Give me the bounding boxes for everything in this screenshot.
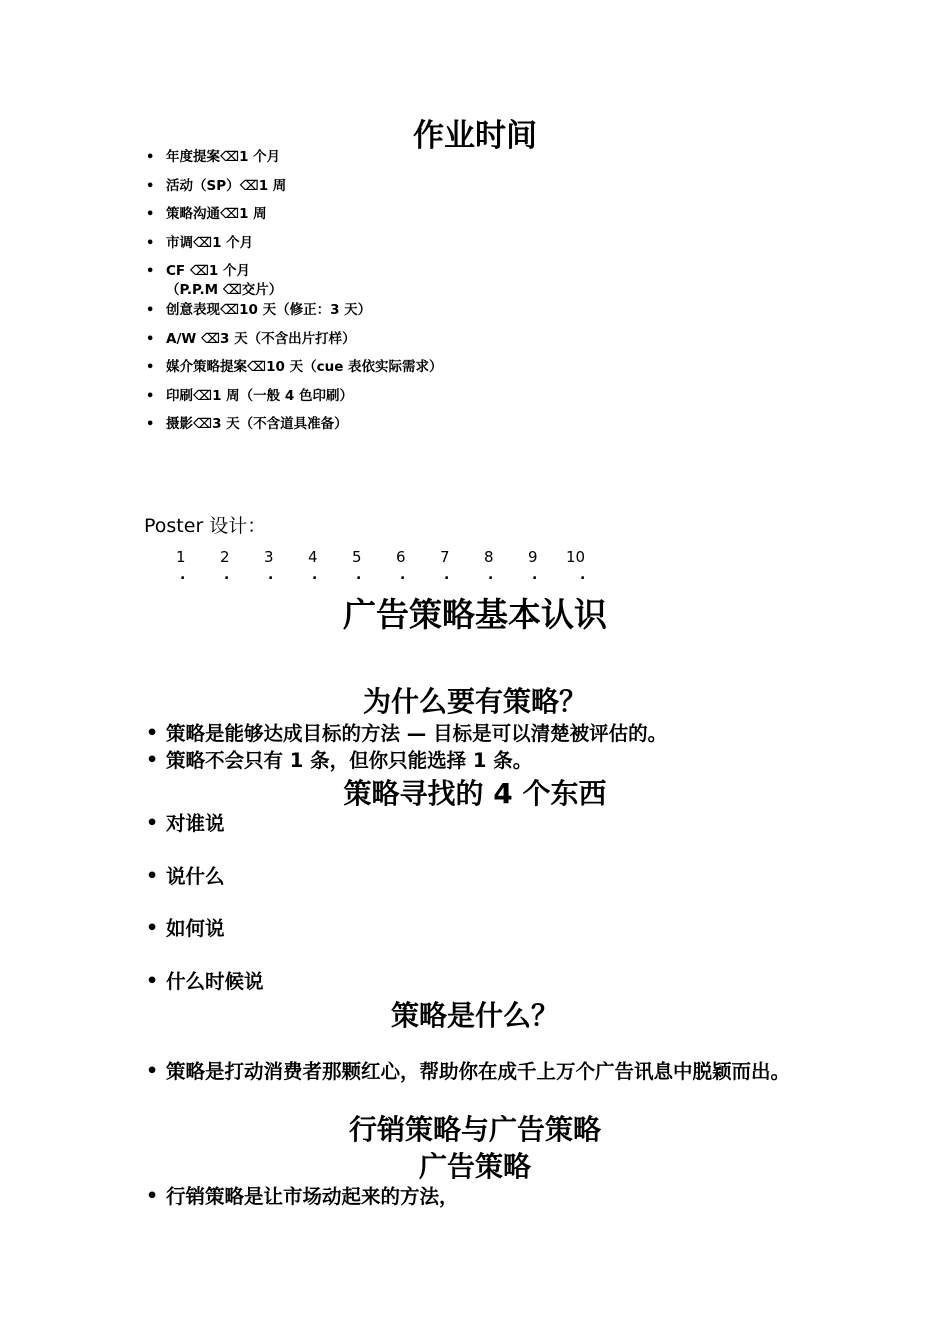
number-text: 9	[528, 548, 538, 566]
number-item	[352, 548, 380, 582]
number-text: 2	[220, 548, 230, 566]
number-text: 3	[264, 548, 274, 566]
list-item	[146, 358, 846, 377]
number-item	[308, 548, 336, 582]
list-item-text: A/W ⌫3 天（不含出片打样）	[166, 330, 356, 347]
list-item: • 如何说	[146, 915, 806, 942]
number-dot: .	[224, 567, 230, 583]
number-text: 5	[352, 548, 362, 566]
list-item	[146, 234, 846, 253]
heading-ad-strategy: 广告策略	[418, 1150, 531, 1183]
number-dot: .	[400, 567, 406, 583]
number-text: 7	[440, 548, 450, 566]
list-item-subtext: （P.P.M ⌫交片）	[166, 282, 283, 299]
section-title: 广告策略基本认识	[343, 595, 607, 634]
number-item	[176, 548, 204, 582]
list-item	[146, 301, 846, 320]
heading-what-is-strategy: 策略是什么？	[390, 999, 559, 1032]
list-item: • 说什么	[146, 863, 806, 890]
list-item	[146, 415, 846, 434]
four-things-list	[146, 810, 806, 1020]
list-item	[146, 262, 846, 300]
list-item	[146, 177, 846, 196]
poster-label: Poster 设计：	[144, 515, 267, 537]
number-text: 4	[308, 548, 318, 566]
number-item	[220, 548, 248, 582]
number-text: 8	[484, 548, 494, 566]
list-item-text: CF ⌫1 个月	[166, 263, 251, 280]
heading-marketing-vs-ad: 行销策略与广告策略	[348, 1113, 601, 1146]
list-item-text: 市调⌫1 个月	[166, 234, 254, 251]
list-item	[146, 387, 846, 406]
number-dot: .	[312, 567, 318, 583]
number-item	[528, 548, 556, 582]
page-title: 作业时间	[413, 118, 537, 154]
number-dot: .	[532, 567, 538, 583]
list-item-text: 年度提案⌫1 个月	[166, 149, 281, 165]
list-item	[146, 148, 846, 167]
number-dot: .	[356, 567, 362, 583]
number-dot: .	[268, 567, 274, 583]
list-item: • 策略不会只有 1 条，但你只能选择 1 条。	[146, 747, 806, 774]
list-item-text: 媒介策略提案⌫10 天（cue 表依实际需求）	[166, 359, 443, 376]
list-item: • 策略是打动消费者那颗红心，帮助你在成千上万个广告讯息中脱颖而出。	[146, 1058, 806, 1085]
number-item	[484, 548, 512, 582]
number-text: 10	[566, 548, 586, 566]
marketing-list	[146, 1183, 806, 1210]
list-item: • 策略是能够达成目标的方法 — 目标是可以清楚被评估的。	[146, 720, 806, 747]
list-item	[146, 205, 846, 224]
number-dot: .	[444, 567, 450, 583]
number-item	[264, 548, 292, 582]
number-dot: .	[580, 567, 586, 583]
number-item	[566, 548, 594, 582]
list-item-text: 创意表现⌫10 天（修正：3 天）	[166, 301, 372, 318]
number-item	[440, 548, 468, 582]
list-item	[146, 330, 846, 349]
number-dot: .	[488, 567, 494, 583]
why-list	[146, 720, 806, 774]
list-item-text: 策略沟通⌫1 周	[166, 206, 267, 223]
number-text: 6	[396, 548, 406, 566]
what-list	[146, 1058, 806, 1085]
heading-why-strategy: 为什么要有策略？	[362, 685, 587, 718]
number-text: 1	[176, 548, 186, 566]
list-item: • 什么时候说	[146, 968, 806, 995]
list-item-text: 印刷⌫1 周（一般 4 色印刷）	[166, 387, 353, 404]
list-item: • 对谁说	[146, 810, 806, 837]
schedule-list	[146, 148, 846, 444]
list-item-text: 活动（SP）⌫1 周	[166, 177, 287, 194]
number-dot: .	[180, 567, 186, 583]
number-item	[396, 548, 424, 582]
heading-four-things: 策略寻找的 4 个东西	[343, 777, 607, 810]
list-item-text: 摄影⌫3 天（不含道具准备）	[166, 416, 348, 433]
list-item: • 行销策略是让市场动起来的方法，	[146, 1183, 806, 1210]
